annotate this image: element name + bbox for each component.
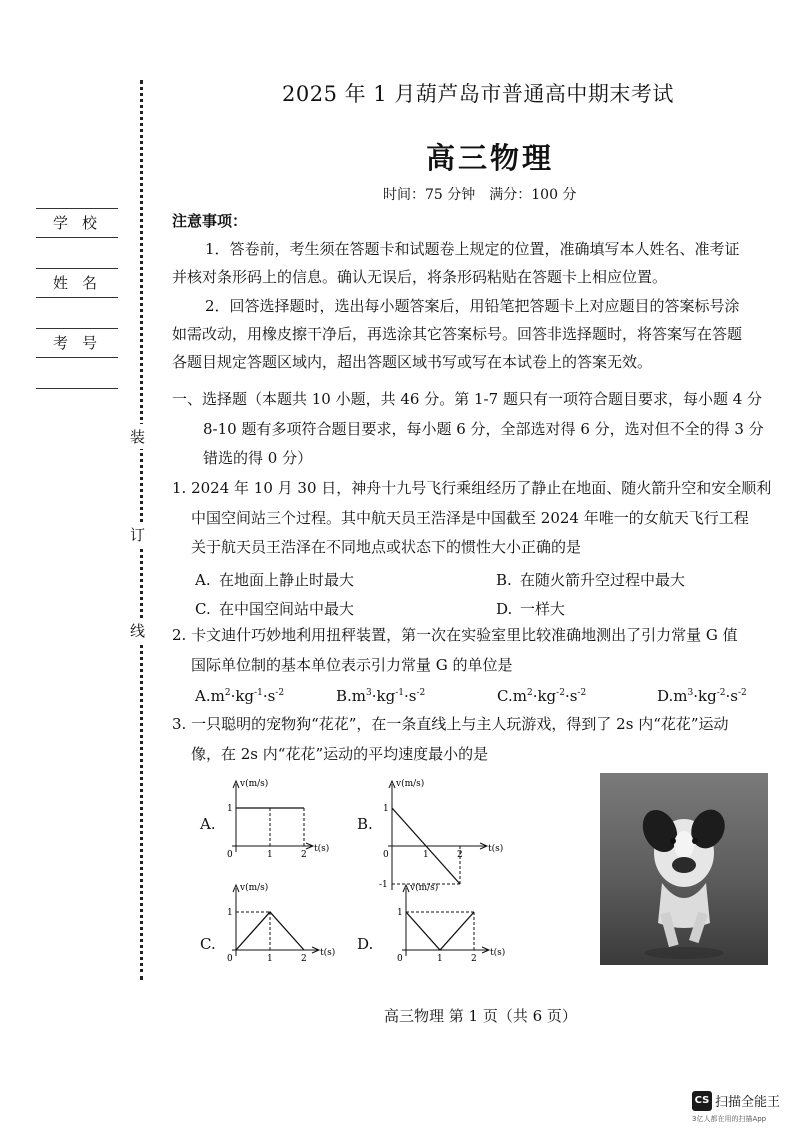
q3-option-c-letter[interactable]: C. xyxy=(200,935,216,953)
q2-option-d-base: m xyxy=(673,687,688,705)
q1-line2: 中国空间站三个过程。其中航天员王浩泽是中国截至 2024 年唯一的女航天飞行工程 xyxy=(191,509,749,527)
student-info-box xyxy=(36,208,118,389)
tick-y-neg-1: -1 xyxy=(379,880,388,890)
tick-x-1: 1 xyxy=(267,850,273,860)
tick-x-2: 2 xyxy=(457,850,463,860)
dog-photo xyxy=(600,773,768,965)
q1-option-b-letter: B. xyxy=(496,571,512,589)
q2-option-a[interactable] xyxy=(195,687,284,705)
q2-option-b-mid2: ·s xyxy=(404,687,417,705)
q2-option-a-base: m xyxy=(210,687,225,705)
q2-option-c-exp3: -2 xyxy=(577,688,587,698)
section1-line2: 8-10 题有多项符合题目要求，每小题 6 分，全部选对得 6 分，选对但不全的得 3 分 xyxy=(203,420,764,438)
q2-option-c-letter: C. xyxy=(497,687,513,705)
q2-option-a-exp2: -1 xyxy=(254,688,263,698)
notice-item2-line3: 各题目规定答题区域内，超出答题区域书写或写在本试卷上的答案无效。 xyxy=(172,353,653,371)
tick-x-2: 2 xyxy=(301,954,307,964)
q2-option-a-letter: A. xyxy=(195,687,211,705)
q1-line1: 1. 2024 年 10 月 30 日，神舟十九号飞行乘组经历了静止在地面、随火箭升空和安全顺利 xyxy=(172,479,772,497)
q2-option-b[interactable] xyxy=(336,687,425,705)
q2-option-c-mid2: ·s xyxy=(564,687,578,705)
t-axis-label: t(s) xyxy=(488,844,504,854)
q2-option-d-exp2: -2 xyxy=(716,688,726,698)
binding-char-ding: 订 xyxy=(130,522,145,547)
name-field[interactable] xyxy=(36,297,118,328)
tick-x-2: 2 xyxy=(471,954,477,964)
origin-label: 0 xyxy=(383,850,389,860)
v-axis-label: v(m/s) xyxy=(240,883,269,893)
q2-option-a-exp3: -2 xyxy=(275,688,285,698)
tick-x-2: 2 xyxy=(301,850,307,860)
q3-line1: 3. 一只聪明的宠物狗“花花”，在一条直线上与主人玩游戏，得到了 2s 内“花花”运动 xyxy=(172,715,729,733)
q1-option-d[interactable] xyxy=(496,598,565,619)
scanner-tagline: 3亿人都在用的扫描App xyxy=(692,1115,767,1123)
q3-graph-a xyxy=(222,776,334,864)
q1-option-a[interactable] xyxy=(195,569,354,590)
tick-x-1: 1 xyxy=(437,954,443,964)
section1-line3: 错选的得 0 分） xyxy=(203,449,313,467)
exam-number-field[interactable] xyxy=(36,357,118,389)
tick-x-1: 1 xyxy=(423,850,429,860)
origin-label: 0 xyxy=(227,850,233,860)
notice-item2-line2: 如需改动，用橡皮擦干净后，再选涂其它答案标号。回答非选择题时，将答案写在答题 xyxy=(172,325,743,343)
q1-option-d-letter: D. xyxy=(496,600,513,618)
q1-option-d-text: 一样大 xyxy=(520,600,566,618)
q3-line2: 像，在 2s 内“花花”运动的平均速度最小的是 xyxy=(191,745,489,763)
q3-option-d-letter[interactable]: D. xyxy=(357,935,374,953)
q1-option-a-text: 在地面上静止时最大 xyxy=(219,571,355,589)
q3-graph-b xyxy=(378,776,508,890)
section1-line1: 一、选择题（本题共 10 小题，共 46 分。第 1-7 题只有一项符合题目要求，每小题 4 分 xyxy=(172,390,763,408)
q2-option-b-exp1: 3 xyxy=(366,688,372,698)
q2-option-d-exp3: -2 xyxy=(737,688,747,698)
scanner-logo-icon: CS xyxy=(692,1091,712,1111)
q2-option-a-mid2: ·s xyxy=(262,687,276,705)
notice-item1-line1: 1．答卷前，考生须在答题卡和试题卷上规定的位置，准确填写本人姓名、准考证 xyxy=(205,240,740,258)
q2-option-d-mid2: ·s xyxy=(725,687,738,705)
exam-title: 2025 年 1 月葫芦岛市普通高中期末考试 xyxy=(282,82,674,106)
binding-char-xian: 线 xyxy=(130,618,145,643)
velocity-line xyxy=(406,912,474,950)
q2-option-b-exp3: -2 xyxy=(416,688,426,698)
tick-y-1: 1 xyxy=(227,908,233,918)
school-label: 学校 xyxy=(36,208,118,237)
q2-option-d-mid1: ·kg xyxy=(693,687,717,705)
t-axis-label: t(s) xyxy=(490,948,506,958)
school-field[interactable] xyxy=(36,237,118,268)
binding-char-zhuang: 装 xyxy=(130,424,145,449)
tick-x-1: 1 xyxy=(267,954,273,964)
notice-heading: 注意事项： xyxy=(172,212,248,230)
q2-option-c-exp1: 2 xyxy=(526,688,533,698)
scanner-app-name: 扫描全能王 xyxy=(715,1095,781,1110)
q2-option-c-mid1: ·kg xyxy=(532,687,557,705)
q3-graph-d xyxy=(392,880,510,964)
notice-item2-line1: 2．回答选择题时，选出每小题答案后，用铅笔把答题卡上对应题目的答案标号涂 xyxy=(205,297,740,315)
q2-option-c-base: m xyxy=(512,687,527,705)
name-label: 姓名 xyxy=(36,268,118,297)
q1-option-a-letter: A. xyxy=(195,571,211,589)
notice-item1-line2: 并核对条形码上的信息。确认无误后，将条形码粘贴在答题卡上相应位置。 xyxy=(172,268,668,286)
q1-option-b[interactable] xyxy=(496,569,685,590)
q2-option-c-exp2: -2 xyxy=(556,688,565,698)
q2-line1: 2. 卡文迪什巧妙地利用扭秤装置，第一次在实验室里比较准确地测出了引力常量 G 值 xyxy=(172,626,738,644)
v-axis-label: v(m/s) xyxy=(396,779,425,789)
q3-option-a-letter[interactable]: A. xyxy=(200,815,216,833)
origin-label: 0 xyxy=(397,954,403,964)
scanner-watermark xyxy=(692,1090,781,1123)
q2-option-d-exp1: 3 xyxy=(687,688,694,698)
q3-graph-c xyxy=(222,880,340,964)
origin-label: 0 xyxy=(227,954,233,964)
t-axis-label: t(s) xyxy=(314,844,330,854)
q1-option-c-letter: C. xyxy=(195,600,211,618)
q2-option-a-exp1: 2 xyxy=(224,688,231,698)
q2-option-b-letter: B. xyxy=(336,687,352,705)
q2-option-b-mid1: ·kg xyxy=(371,687,396,705)
q2-option-a-mid1: ·kg xyxy=(230,687,255,705)
q2-option-b-base: m xyxy=(351,687,367,705)
q2-line2: 国际单位制的基本单位表示引力常量 G 的单位是 xyxy=(191,656,513,674)
v-axis-label: v(m/s) xyxy=(410,883,439,893)
q1-option-c[interactable] xyxy=(195,598,354,619)
tick-y-1: 1 xyxy=(397,908,403,918)
page-footer: 高三物理 第 1 页（共 6 页） xyxy=(384,1007,577,1025)
q2-option-d[interactable] xyxy=(657,687,747,705)
q1-option-b-text: 在随火箭升空过程中最大 xyxy=(520,571,686,589)
q3-option-b-letter[interactable]: B. xyxy=(357,815,373,833)
tick-y-1: 1 xyxy=(383,804,389,814)
tick-y-1: 1 xyxy=(227,804,233,814)
time-and-score: 时间：75 分钟 满分：100 分 xyxy=(383,187,577,203)
q1-line3: 关于航天员王浩泽在不同地点或状态下的惯性大小正确的是 xyxy=(191,538,582,556)
v-axis-label: v(m/s) xyxy=(240,779,269,789)
q2-option-d-letter: D. xyxy=(657,687,674,705)
q2-option-b-exp2: -1 xyxy=(395,688,405,698)
t-axis-label: t(s) xyxy=(320,948,336,958)
exam-number-label: 考号 xyxy=(36,328,118,357)
subject-title: 高三物理 xyxy=(426,141,555,175)
q2-option-c[interactable] xyxy=(497,687,586,705)
q1-option-c-text: 在中国空间站中最大 xyxy=(219,600,355,618)
